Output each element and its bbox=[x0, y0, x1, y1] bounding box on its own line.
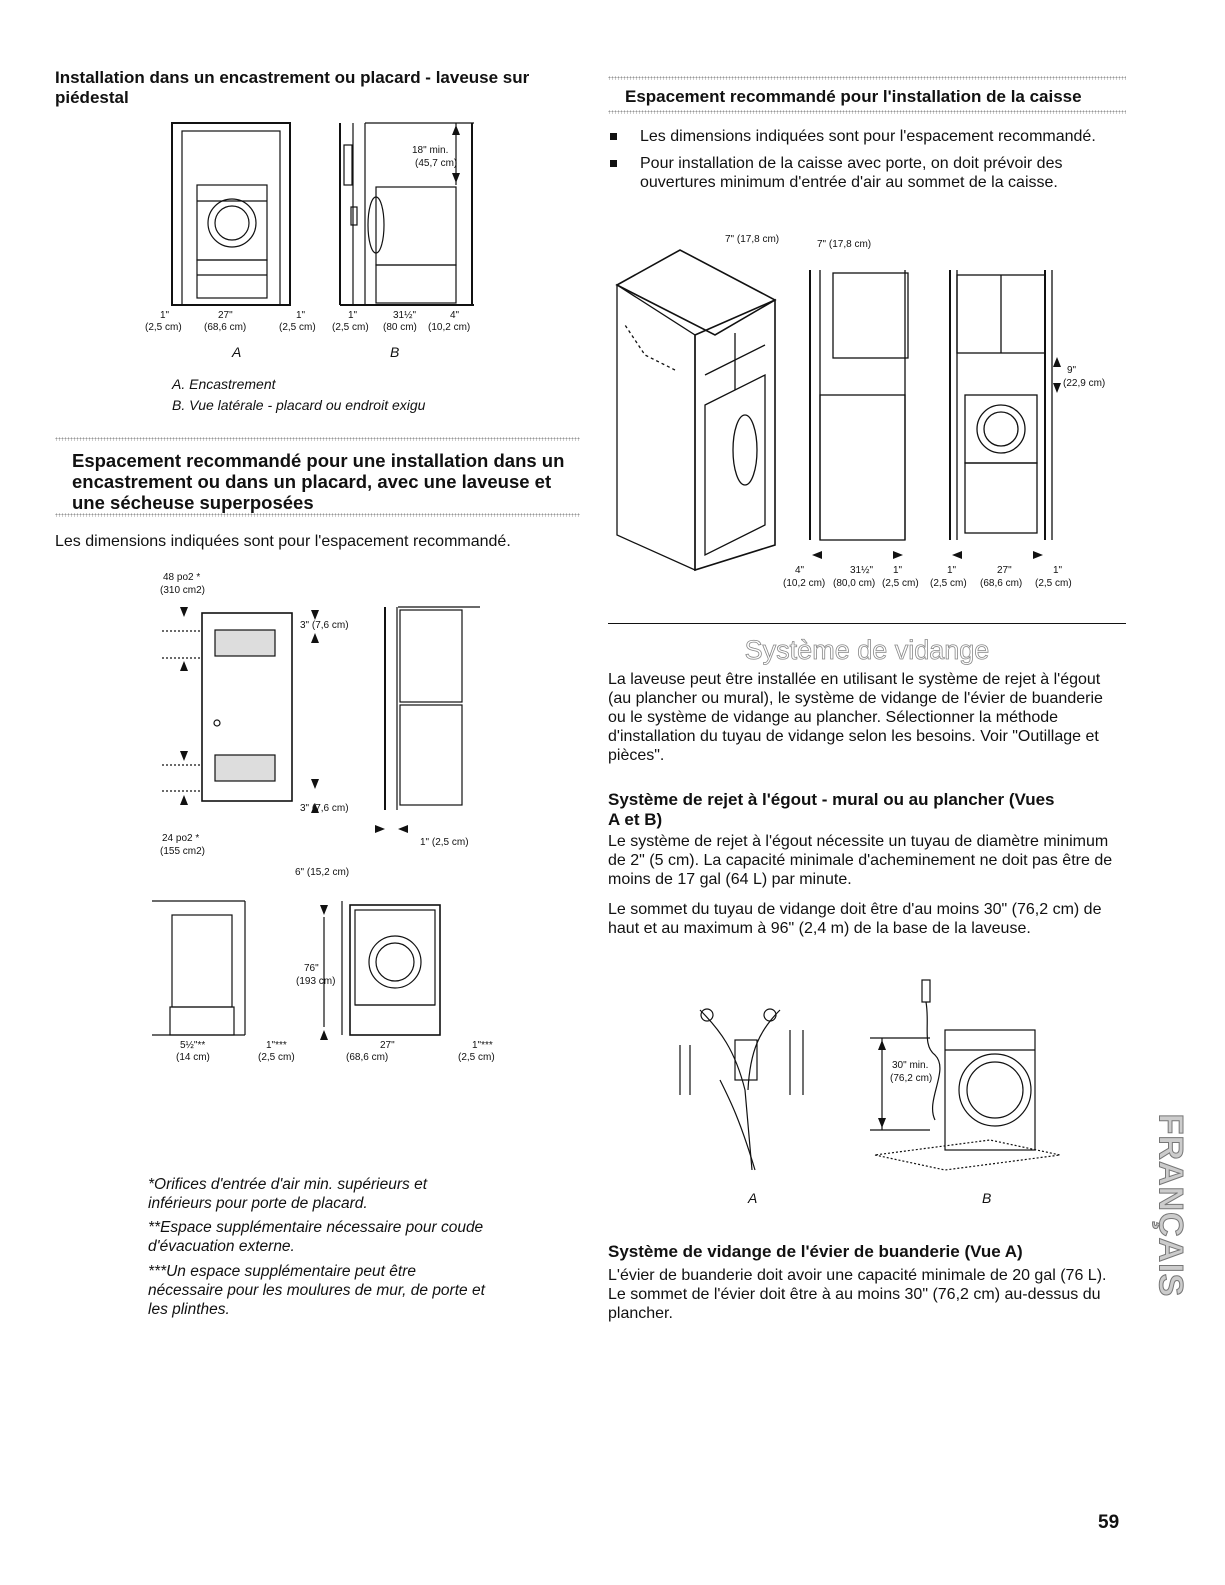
bullet-item: Les dimensions indiquées sont pour l'espacement recommandé. bbox=[610, 127, 1115, 146]
svg-text:(2,5 cm): (2,5 cm) bbox=[930, 578, 967, 589]
svg-text:(310 cm2): (310 cm2) bbox=[160, 585, 206, 596]
drain-diagram bbox=[660, 970, 1060, 1215]
svg-text:4": 4" bbox=[795, 565, 805, 576]
section-heading-stacked: Espacement recommandé pour une installation dans un encastrement ou dans un placard, avec une laveuse et une sécheuse superposées bbox=[72, 450, 565, 513]
stacked-closet-diagram bbox=[150, 565, 510, 987]
svg-text:1" (2,5 cm): 1" (2,5 cm) bbox=[420, 837, 469, 848]
svg-text:(2,5 cm): (2,5 cm) bbox=[332, 322, 369, 333]
section-heading-cabinet: Espacement recommandé pour l'installation de la caisse bbox=[625, 87, 1082, 106]
svg-text:7" (17,8 cm): 7" (17,8 cm) bbox=[817, 239, 872, 250]
svg-text:(68,6 cm): (68,6 cm) bbox=[204, 322, 247, 333]
sewer-text-2: Le sommet du tuyau de vidange doit être d'au moins 30" (76,2 cm) de haut et au maximum à 96" (2,4 m) de la base de la laveuse. bbox=[608, 901, 1102, 937]
laundry-tub-text: L'évier de buanderie doit avoir une capacité minimale de 20 gal (76 L). Le sommet de l'évier doit être à au moins 30" (76,2 cm) au-dessus du plancher. bbox=[608, 1267, 1107, 1322]
dim-18-min: 18" min. bbox=[412, 145, 449, 156]
svg-text:1"***: 1"*** bbox=[266, 1040, 287, 1051]
svg-text:(80 cm): (80 cm) bbox=[383, 322, 417, 333]
svg-text:1": 1" bbox=[893, 565, 903, 576]
svg-text:1"***: 1"*** bbox=[472, 1040, 493, 1051]
svg-text:31½": 31½" bbox=[393, 310, 417, 321]
section-heading-alcove-pedestal: Installation dans un encastrement ou placard - laveuse sur piédestal bbox=[55, 68, 530, 107]
divider bbox=[608, 110, 1126, 114]
subheading-sewer: Système de rejet à l'égout - mural ou au plancher (Vues A et B) bbox=[608, 790, 1055, 829]
svg-text:(2,5 cm): (2,5 cm) bbox=[882, 578, 919, 589]
caption-b: B. Vue latérale - placard ou endroit exigu bbox=[172, 397, 426, 413]
svg-text:27": 27" bbox=[380, 1040, 395, 1051]
section-title-drain: Système de vidange bbox=[744, 635, 990, 665]
stacked-bottom-dims bbox=[150, 1035, 510, 1065]
divider bbox=[55, 513, 580, 517]
svg-text:(76,2 cm): (76,2 cm) bbox=[890, 1073, 933, 1084]
svg-text:7" (17,8 cm): 7" (17,8 cm) bbox=[725, 234, 780, 245]
note-2: **Espace supplémentaire nécessaire pour coude d'évacuation externe. bbox=[148, 1219, 484, 1255]
svg-text:(68,6 cm): (68,6 cm) bbox=[346, 1052, 389, 1063]
svg-text:76": 76" bbox=[304, 963, 319, 974]
divider bbox=[608, 623, 1126, 624]
bullet-list bbox=[610, 127, 1115, 200]
svg-text:9": 9" bbox=[1067, 365, 1077, 376]
svg-text:1": 1" bbox=[296, 310, 306, 321]
svg-text:31½": 31½" bbox=[850, 565, 874, 576]
svg-text:4": 4" bbox=[450, 310, 460, 321]
svg-text:(193 cm): (193 cm) bbox=[296, 976, 336, 987]
svg-text:3" (7,6 cm): 3" (7,6 cm) bbox=[300, 803, 349, 814]
svg-text:(2,5 cm): (2,5 cm) bbox=[458, 1052, 495, 1063]
drain-label-a: A bbox=[748, 1190, 758, 1206]
caption-a: A. Encastrement bbox=[172, 376, 276, 392]
svg-text:48 po2 *: 48 po2 * bbox=[163, 572, 201, 583]
svg-text:1": 1" bbox=[348, 310, 358, 321]
svg-text:3" (7,6 cm): 3" (7,6 cm) bbox=[300, 620, 349, 631]
cabinet-diagram bbox=[605, 225, 1125, 600]
svg-text:1": 1" bbox=[1053, 565, 1063, 576]
sewer-text-1: Le système de rejet à l'égout nécessite un tuyau de diamètre minimum de 2" (5 cm). La capacité minimale d'acheminement ne doit pas être de moins de 17 gal (64 L) par minute. bbox=[608, 833, 1113, 888]
svg-text:(68,6 cm): (68,6 cm) bbox=[980, 578, 1023, 589]
svg-text:(14 cm): (14 cm) bbox=[176, 1052, 210, 1063]
svg-text:1": 1" bbox=[160, 310, 170, 321]
svg-text:(10,2 cm): (10,2 cm) bbox=[783, 578, 826, 589]
svg-text:(155 cm2): (155 cm2) bbox=[160, 846, 206, 857]
intro-text: Les dimensions indiquées sont pour l'espacement recommandé. bbox=[55, 533, 511, 550]
svg-text:6" (15,2 cm): 6" (15,2 cm) bbox=[295, 867, 350, 878]
language-tab bbox=[1151, 1060, 1190, 1350]
svg-text:(22,9 cm): (22,9 cm) bbox=[1063, 378, 1106, 389]
label-a: A bbox=[232, 344, 242, 360]
svg-text:5½"**: 5½"** bbox=[180, 1040, 206, 1051]
svg-text:1": 1" bbox=[947, 565, 957, 576]
svg-text:(2,5 cm): (2,5 cm) bbox=[279, 322, 316, 333]
note-3: ***Un espace supplémentaire peut être nécessaire pour les moulures de mur, de porte et les plinthes. bbox=[148, 1263, 485, 1318]
svg-text:(80,0 cm): (80,0 cm) bbox=[833, 578, 876, 589]
page-number: 59 bbox=[1098, 1512, 1120, 1533]
language-tab-label: FRANÇAIS bbox=[1151, 1113, 1190, 1297]
svg-text:27": 27" bbox=[218, 310, 233, 321]
svg-text:(10,2 cm): (10,2 cm) bbox=[428, 322, 471, 333]
note-1: *Orifices d'entrée d'air min. supérieurs et inférieurs pour porte de placard. bbox=[148, 1176, 428, 1212]
drain-intro: La laveuse peut être installée en utilisant le système de rejet à l'égout (au plancher ou mural), le système de vidange de l'évier de buanderie ou le système de vidange au plancher. Sélectionner la méthode d'installation du tuyau de vidange selon les besoins. Voir "Outillage et pièces". bbox=[608, 671, 1103, 764]
divider bbox=[55, 437, 580, 441]
divider bbox=[608, 76, 1126, 80]
svg-text:27": 27" bbox=[997, 565, 1012, 576]
svg-text:(2,5 cm): (2,5 cm) bbox=[1035, 578, 1072, 589]
svg-text:(2,5 cm): (2,5 cm) bbox=[258, 1052, 295, 1063]
bullet-item: Pour installation de la caisse avec porte, on doit prévoir des ouvertures minimum d'entrée d'air au sommet de la caisse. bbox=[610, 154, 1115, 192]
label-b: B bbox=[390, 344, 400, 360]
dim-45-7cm: (45,7 cm) bbox=[415, 158, 458, 169]
svg-text:24 po2 *: 24 po2 * bbox=[162, 833, 200, 844]
drain-label-b: B bbox=[982, 1190, 992, 1206]
svg-text:30" min.: 30" min. bbox=[892, 1060, 929, 1071]
svg-text:(2,5 cm): (2,5 cm) bbox=[145, 322, 182, 333]
alcove-pedestal-diagram bbox=[140, 115, 480, 375]
subheading-laundry-tub: Système de vidange de l'évier de buanderie (Vue A) bbox=[608, 1242, 1023, 1261]
